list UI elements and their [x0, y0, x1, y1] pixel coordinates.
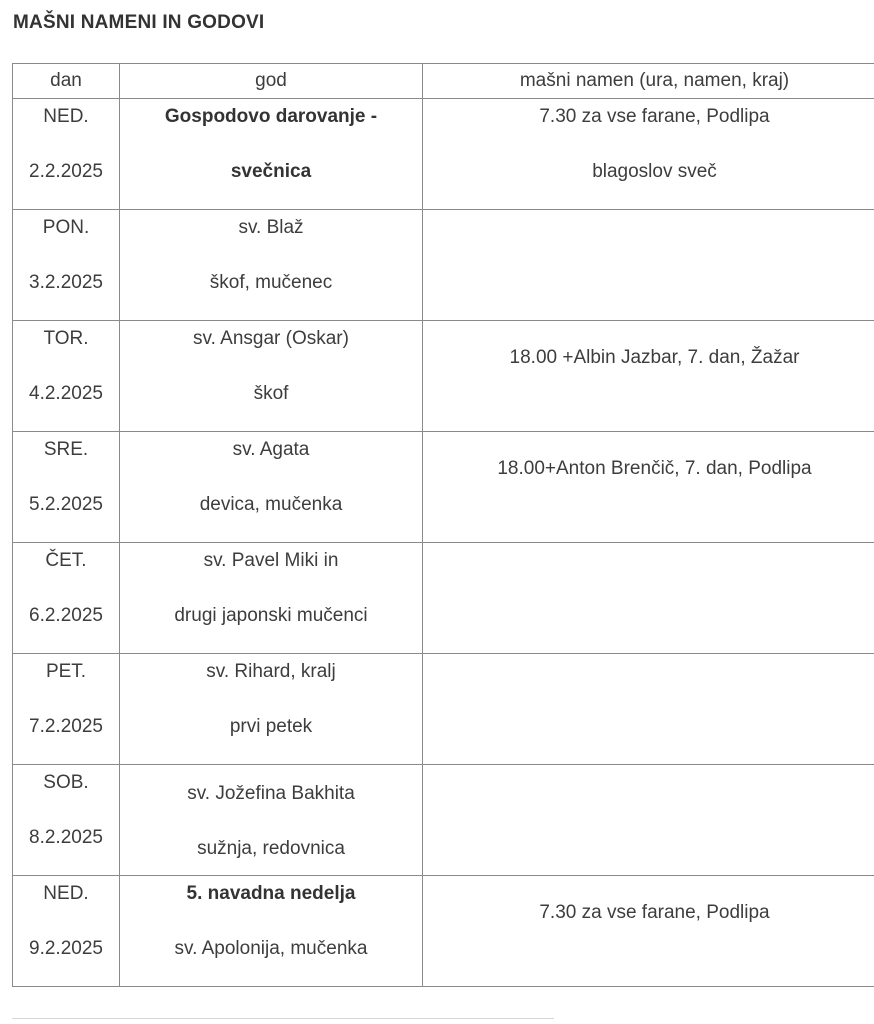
feast-cell [120, 321, 423, 432]
day-name: PON. [42, 217, 90, 238]
day-name: PET. [45, 661, 87, 682]
feast-line-2: prvi petek [229, 716, 313, 737]
table-row [13, 543, 874, 654]
column-header-dan: dan [13, 64, 120, 99]
feast-cell [120, 654, 423, 765]
intention-cell [423, 321, 874, 432]
day-date: 2.2.2025 [29, 161, 103, 182]
feast-line-2: drugi japonski mučenci [174, 605, 368, 626]
day-cell [13, 432, 120, 543]
feast-line-1: 5. navadna nedelja [186, 883, 356, 904]
feast-line-2: škof, mučenec [209, 272, 333, 293]
table-header-row [13, 64, 874, 99]
intention-cell [423, 432, 874, 543]
feast-line-1: sv. Rihard, kralj [206, 661, 336, 682]
feast-cell [120, 99, 423, 210]
feast-line-1: sv. Pavel Miki in [203, 550, 339, 571]
day-cell [13, 654, 120, 765]
day-cell [13, 321, 120, 432]
day-cell [13, 765, 120, 876]
feast-line-1: sv. Ansgar (Oskar) [193, 328, 349, 349]
table-row [13, 765, 874, 876]
intention-cell [423, 765, 874, 876]
intention-cell [423, 543, 874, 654]
day-name: ČET. [45, 550, 87, 571]
feast-line-2: škof [253, 383, 289, 404]
feast-cell [120, 432, 423, 543]
day-name: SRE. [43, 439, 89, 460]
intention-line-1: 7.30 za vse farane, Podlipa [539, 106, 770, 127]
feast-line-1: sv. Blaž [238, 217, 304, 238]
feast-line-1: sv. Jožefina Bakhita [187, 783, 355, 804]
day-cell [13, 543, 120, 654]
day-date: 7.2.2025 [29, 716, 103, 737]
table-row [13, 432, 874, 543]
day-cell [13, 99, 120, 210]
table-row [13, 876, 874, 987]
feast-line-1: sv. Agata [232, 439, 310, 460]
feast-cell [120, 543, 423, 654]
day-date: 5.2.2025 [29, 494, 103, 515]
feast-cell [120, 210, 423, 321]
intention-cell [423, 654, 874, 765]
intention-cell [423, 99, 874, 210]
day-name: SOB. [43, 772, 89, 793]
day-cell [13, 210, 120, 321]
day-date: 8.2.2025 [29, 827, 103, 848]
feast-line-1: Gospodovo darovanje - [164, 106, 378, 127]
day-cell [13, 876, 120, 987]
mass-schedule-table [12, 63, 874, 987]
table-row [13, 654, 874, 765]
intention-cell [423, 876, 874, 987]
day-name: TOR. [43, 328, 89, 349]
intention-cell [423, 210, 874, 321]
feast-line-2: devica, mučenka [199, 494, 343, 515]
table-row [13, 321, 874, 432]
day-name: NED. [43, 106, 89, 127]
intention-line-1: 7.30 za vse farane, Podlipa [539, 902, 770, 923]
page-title: MAŠNI NAMENI IN GODOVI [13, 12, 265, 33]
intention-line-1: 18.00+Anton Brenčič, 7. dan, Podlipa [497, 458, 812, 479]
divider [12, 1018, 554, 1019]
table-row [13, 210, 874, 321]
column-header-god: god [120, 64, 423, 99]
table-row [13, 99, 874, 210]
feast-line-2: sužnja, redovnica [197, 838, 345, 859]
day-date: 9.2.2025 [29, 938, 103, 959]
day-date: 6.2.2025 [29, 605, 103, 626]
day-name: NED. [43, 883, 89, 904]
feast-line-2: svečnica [230, 161, 312, 182]
feast-cell [120, 876, 423, 987]
day-date: 4.2.2025 [29, 383, 103, 404]
intention-line-1: 18.00 +Albin Jazbar, 7. dan, Žažar [509, 347, 800, 368]
intention-line-2: blagoslov sveč [592, 161, 717, 182]
feast-line-2: sv. Apolonija, mučenka [174, 938, 368, 959]
feast-cell [120, 765, 423, 876]
column-header-namen: mašni namen (ura, namen, kraj) [423, 64, 874, 99]
day-date: 3.2.2025 [29, 272, 103, 293]
